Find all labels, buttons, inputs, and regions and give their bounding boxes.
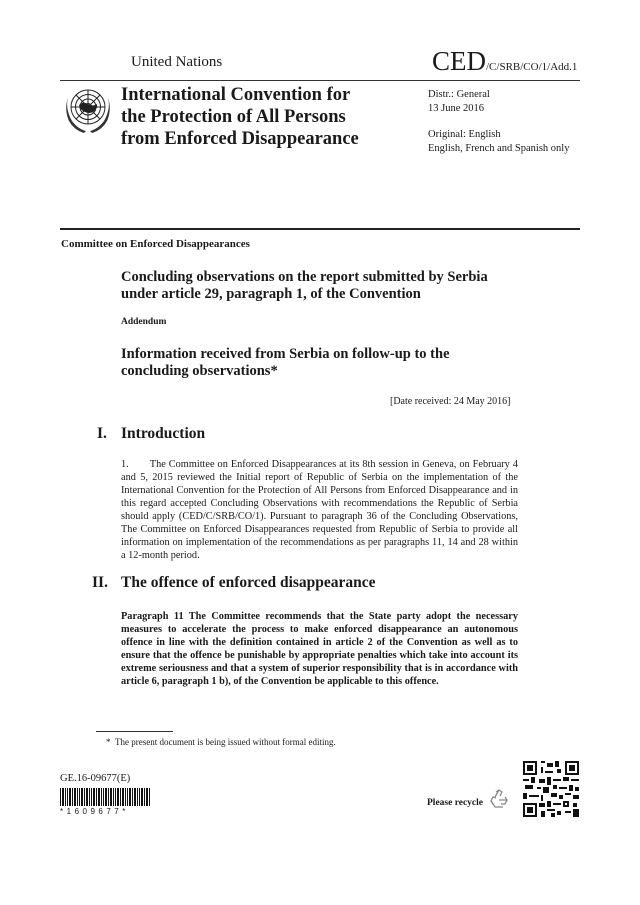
languages: English, French and Spanish only bbox=[428, 143, 570, 154]
recycle-icon bbox=[488, 788, 510, 810]
symbol-suffix: /C/SRB/CO/1/Add.1 bbox=[486, 61, 578, 73]
organization-name: United Nations bbox=[131, 54, 223, 70]
convention-title bbox=[121, 84, 359, 150]
section-1-number: I. bbox=[97, 425, 107, 442]
distribution-block bbox=[428, 88, 490, 116]
section-1-title: Introduction bbox=[121, 425, 206, 442]
issue-date: 13 June 2016 bbox=[428, 103, 484, 114]
qr-code-icon bbox=[523, 761, 579, 817]
document-symbol bbox=[432, 46, 577, 77]
section-2-number: II. bbox=[92, 574, 108, 591]
un-emblem-icon bbox=[62, 83, 114, 135]
title-line: under article 29, paragraph 1, of the Convention bbox=[121, 286, 421, 302]
date-received: [Date received: 24 May 2016] bbox=[390, 396, 511, 407]
addendum-label: Addendum bbox=[121, 317, 167, 327]
barcode-number: *1609677* bbox=[60, 807, 129, 816]
title-line: concluding observations* bbox=[121, 363, 278, 379]
language-block bbox=[428, 128, 569, 156]
barcode-icon bbox=[60, 788, 150, 806]
section-2-title: The offence of enforced disappearance bbox=[121, 574, 376, 591]
concluding-observations-title bbox=[121, 269, 488, 303]
footnote-rule bbox=[96, 731, 173, 732]
convention-title-line: International Convention for bbox=[121, 85, 351, 105]
convention-title-line: the Protection of All Persons bbox=[121, 107, 346, 127]
recycle-label: Please recycle bbox=[427, 798, 483, 808]
job-number: GE.16-09677(E) bbox=[60, 773, 131, 784]
title-line: Information received from Serbia on follow-up to the bbox=[121, 346, 450, 362]
title-rule bbox=[60, 228, 580, 230]
title-line: Concluding observations on the report submitted by Serbia bbox=[121, 269, 488, 285]
committee-name: Committee on Enforced Disappearances bbox=[61, 238, 250, 250]
header-rule bbox=[60, 80, 580, 81]
distribution: Distr.: General bbox=[428, 89, 490, 100]
convention-title-line: from Enforced Disappearance bbox=[121, 129, 359, 149]
footnote: * The present document is being issued without formal editing. bbox=[106, 737, 336, 747]
paragraph-11-recommendation: Paragraph 11 The Committee recommends that the State party adopt the necessary measures to accelerate the process to make enforced disappearance an autonomous offence in line with the definition contained in article 2 of the Convention as well as to ensure that the offence be punishable by appropriate penalties which take into account its extreme seriousness and that a system of superior responsibility that is in accordance with article 6, paragraph 1 b), of the Convention be applicable to this offence. bbox=[121, 611, 518, 687]
symbol-prefix: CED bbox=[432, 46, 486, 76]
original-language: Original: English bbox=[428, 129, 501, 140]
information-title bbox=[121, 346, 450, 380]
paragraph-1: 1. The Committee on Enforced Disappearances at its 8th session in Geneva, on February 4 and 5, 2015 reviewed the Initial report of Republic of Serbia on the implementation of the International Convention for the Protection of All Persons from Enforced Disappearance and in this regard accepted Concluding Observations with recommendations the Republic of Serbia should apply (CED/C/SRB/CO/1). Pursuant to paragraph 36 of the Concluding Observations, The Committee on Enforced Disappearances requested from Republic of Serbia to provide all information on implementation of the recommendations as per paragraphs 11, 14 and 28 within a 12-month period. bbox=[121, 459, 518, 561]
